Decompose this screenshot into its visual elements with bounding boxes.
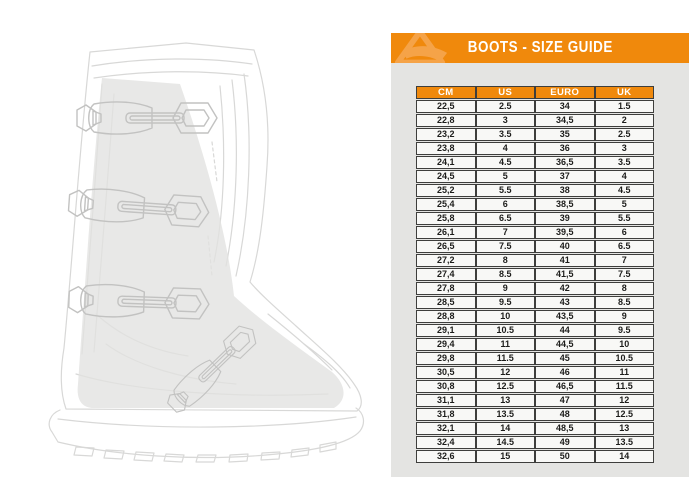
size-cell: 50	[535, 450, 595, 463]
size-cell: 26,1	[416, 226, 476, 239]
size-guide-title: BOOTS - SIZE GUIDE	[467, 39, 613, 56]
size-cell: 3.5	[595, 156, 655, 169]
size-cell: 6.5	[476, 212, 536, 225]
size-table	[416, 85, 654, 464]
size-cell: 31,1	[416, 394, 476, 407]
size-cell: 14	[595, 450, 655, 463]
size-cell: 6	[476, 198, 536, 211]
size-cell: 14.5	[476, 436, 536, 449]
size-cell: 43,5	[535, 310, 595, 323]
size-cell: 4.5	[595, 184, 655, 197]
size-cell: 10.5	[595, 352, 655, 365]
col-header-euro: EURO	[535, 86, 595, 99]
size-cell: 13.5	[595, 436, 655, 449]
size-cell: 9.5	[476, 296, 536, 309]
size-cell: 28,5	[416, 296, 476, 309]
size-cell: 5.5	[595, 212, 655, 225]
size-cell: 36,5	[535, 156, 595, 169]
size-cell: 39	[535, 212, 595, 225]
size-cell: 44	[535, 324, 595, 337]
size-cell: 10.5	[476, 324, 536, 337]
table-row	[416, 212, 654, 225]
size-table-body	[416, 100, 654, 463]
size-cell: 29,4	[416, 338, 476, 351]
size-cell: 5.5	[476, 184, 536, 197]
size-cell: 31,8	[416, 408, 476, 421]
size-table-header	[416, 86, 654, 99]
table-row	[416, 310, 654, 323]
table-row	[416, 450, 654, 463]
size-cell: 11	[595, 366, 655, 379]
size-cell: 7	[476, 226, 536, 239]
size-cell: 46	[535, 366, 595, 379]
size-cell: 32,1	[416, 422, 476, 435]
size-cell: 14	[476, 422, 536, 435]
size-cell: 6	[595, 226, 655, 239]
size-cell: 9	[476, 282, 536, 295]
size-cell: 38	[535, 184, 595, 197]
size-cell: 1.5	[595, 100, 655, 113]
table-row	[416, 408, 654, 421]
table-row	[416, 282, 654, 295]
size-cell: 32,4	[416, 436, 476, 449]
size-cell: 8.5	[476, 268, 536, 281]
size-cell: 10	[476, 310, 536, 323]
size-cell: 24,1	[416, 156, 476, 169]
size-cell: 27,4	[416, 268, 476, 281]
table-row	[416, 170, 654, 183]
size-cell: 35	[535, 128, 595, 141]
size-cell: 12.5	[595, 408, 655, 421]
acerbis-logo-icon	[391, 33, 449, 63]
size-cell: 3	[595, 142, 655, 155]
size-cell: 42	[535, 282, 595, 295]
size-cell: 8.5	[595, 296, 655, 309]
size-cell: 30,8	[416, 380, 476, 393]
size-cell: 7	[595, 254, 655, 267]
size-cell: 11.5	[476, 352, 536, 365]
size-cell: 9.5	[595, 324, 655, 337]
size-cell: 22,5	[416, 100, 476, 113]
size-cell: 25,4	[416, 198, 476, 211]
table-row	[416, 296, 654, 309]
size-cell: 38,5	[535, 198, 595, 211]
size-cell: 37	[535, 170, 595, 183]
table-row	[416, 100, 654, 113]
size-cell: 25,2	[416, 184, 476, 197]
size-cell: 5	[595, 198, 655, 211]
table-row	[416, 394, 654, 407]
size-cell: 27,8	[416, 282, 476, 295]
table-row	[416, 226, 654, 239]
table-row	[416, 268, 654, 281]
table-row	[416, 352, 654, 365]
size-cell: 2.5	[595, 128, 655, 141]
size-cell: 26,5	[416, 240, 476, 253]
size-cell: 11	[476, 338, 536, 351]
col-header-cm: CM	[416, 86, 476, 99]
size-cell: 4	[476, 142, 536, 155]
table-row	[416, 184, 654, 197]
table-row	[416, 422, 654, 435]
size-cell: 4.5	[476, 156, 536, 169]
table-row	[416, 338, 654, 351]
table-row	[416, 380, 654, 393]
size-cell: 39,5	[535, 226, 595, 239]
size-cell: 30,5	[416, 366, 476, 379]
size-cell: 2.5	[476, 100, 536, 113]
size-cell: 40	[535, 240, 595, 253]
size-cell: 49	[535, 436, 595, 449]
table-row	[416, 254, 654, 267]
size-cell: 8	[476, 254, 536, 267]
col-header-uk: UK	[595, 86, 655, 99]
size-cell: 27,2	[416, 254, 476, 267]
size-cell: 45	[535, 352, 595, 365]
size-cell: 25,8	[416, 212, 476, 225]
size-cell: 46,5	[535, 380, 595, 393]
boot-illustration	[36, 14, 366, 476]
table-row	[416, 366, 654, 379]
table-row	[416, 436, 654, 449]
size-cell: 41,5	[535, 268, 595, 281]
table-row	[416, 324, 654, 337]
size-cell: 13	[595, 422, 655, 435]
col-header-us: US	[476, 86, 536, 99]
motocross-boot-drawing	[36, 14, 366, 476]
size-cell: 47	[535, 394, 595, 407]
table-row	[416, 198, 654, 211]
size-cell: 12.5	[476, 380, 536, 393]
size-cell: 7.5	[476, 240, 536, 253]
size-cell: 23,2	[416, 128, 476, 141]
size-cell: 48,5	[535, 422, 595, 435]
table-row	[416, 114, 654, 127]
size-cell: 24,5	[416, 170, 476, 183]
size-cell: 29,8	[416, 352, 476, 365]
size-cell: 7.5	[595, 268, 655, 281]
size-guide-panel	[391, 33, 689, 477]
header-row	[416, 86, 654, 99]
size-cell: 3	[476, 114, 536, 127]
size-cell: 12	[595, 394, 655, 407]
table-row	[416, 128, 654, 141]
size-cell: 15	[476, 450, 536, 463]
size-cell: 10	[595, 338, 655, 351]
size-cell: 8	[595, 282, 655, 295]
size-cell: 13	[476, 394, 536, 407]
size-cell: 12	[476, 366, 536, 379]
size-guide-banner	[391, 33, 689, 63]
size-cell: 48	[535, 408, 595, 421]
size-cell: 6.5	[595, 240, 655, 253]
size-cell: 41	[535, 254, 595, 267]
size-cell: 44,5	[535, 338, 595, 351]
size-cell: 9	[595, 310, 655, 323]
size-cell: 32,6	[416, 450, 476, 463]
size-cell: 34	[535, 100, 595, 113]
size-cell: 3.5	[476, 128, 536, 141]
size-cell: 5	[476, 170, 536, 183]
table-row	[416, 240, 654, 253]
size-cell: 29,1	[416, 324, 476, 337]
size-cell: 4	[595, 170, 655, 183]
size-cell: 23,8	[416, 142, 476, 155]
size-cell: 22,8	[416, 114, 476, 127]
size-cell: 28,8	[416, 310, 476, 323]
size-cell: 11.5	[595, 380, 655, 393]
table-row	[416, 142, 654, 155]
size-cell: 43	[535, 296, 595, 309]
table-row	[416, 156, 654, 169]
size-cell: 34,5	[535, 114, 595, 127]
size-cell: 2	[595, 114, 655, 127]
size-cell: 36	[535, 142, 595, 155]
size-cell: 13.5	[476, 408, 536, 421]
